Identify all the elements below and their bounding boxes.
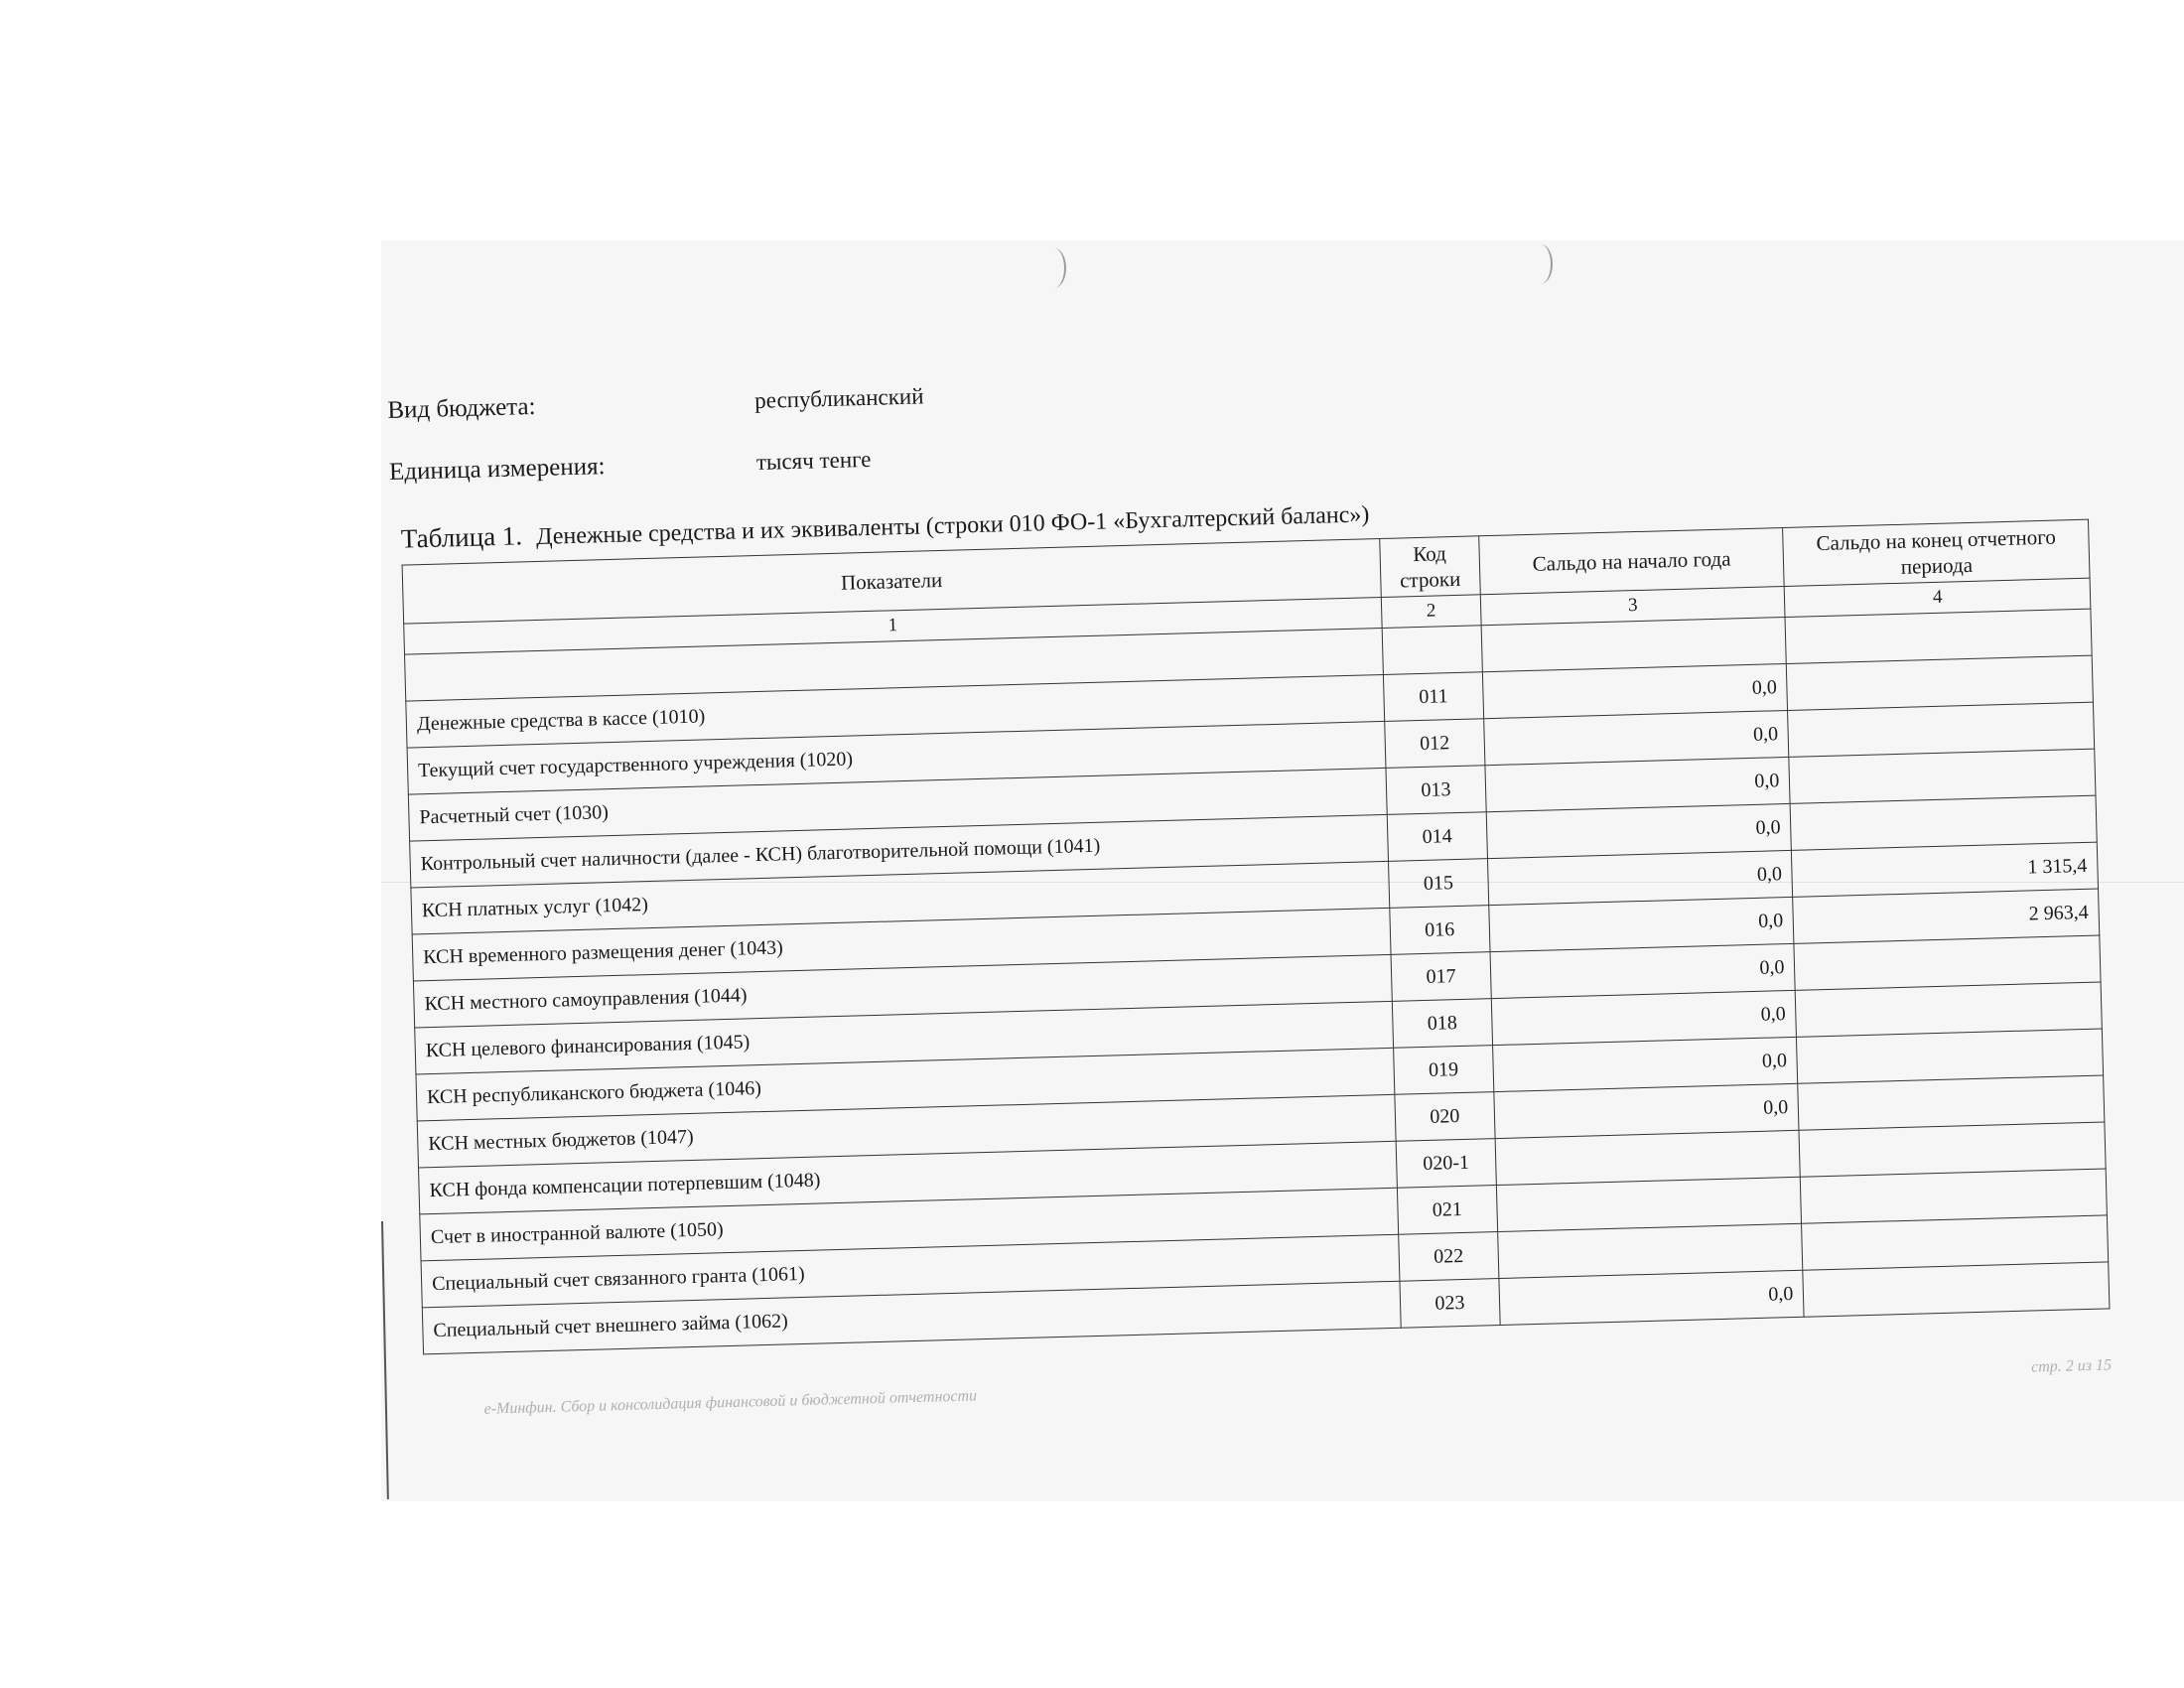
row-code: 012 [1384,719,1484,769]
row-closing-balance [1790,795,2097,850]
row-opening-balance: 0,0 [1499,1270,1805,1325]
row-opening-balance [1498,1223,1804,1278]
punch-hole-mark [1529,244,1553,284]
row-closing-balance [1788,702,2095,757]
row-code: 015 [1388,859,1488,909]
row-indicator-name: КСН республиканского бюджета (1046) [416,1048,1395,1121]
row-indicator-name: КСН местного самоуправления (1044) [413,954,1392,1028]
row-indicator-name: КСН платных услуг (1042) [411,861,1390,934]
row-indicator-name: Специальный счет внешнего займа (1062) [422,1281,1401,1354]
row-opening-balance: 0,0 [1491,990,1797,1045]
row-indicator-name: Счет в иностранной валюте (1050) [420,1188,1399,1261]
row-indicator-name: Контрольный счет наличности (далее - КСН) благотворительной помощи (1041) [410,814,1389,888]
footer-page-number: стр. 2 из 15 [2030,1356,2113,1376]
row-code [1382,626,1482,675]
column-header-row-code: Код строки [1380,536,1481,598]
row-opening-balance: 0,0 [1492,1037,1798,1091]
row-code: 013 [1386,766,1486,815]
row-closing-balance [1789,749,2096,803]
row-opening-balance: 0,0 [1494,1083,1800,1138]
column-header-indicators: Показатели [402,539,1381,625]
row-code: 014 [1387,812,1487,862]
budget-type-label: Вид бюджета: [387,392,536,424]
row-closing-balance [1798,1075,2105,1130]
row-code: 019 [1393,1046,1493,1095]
row-code: 023 [1400,1279,1500,1329]
row-code: 020 [1395,1092,1495,1142]
row-code: 022 [1398,1232,1498,1282]
row-indicator-name: КСН фонда компенсации потерпевшим (1048) [418,1141,1397,1214]
row-opening-balance: 0,0 [1482,663,1788,718]
column-header-closing-balance: Сальдо на конец отчетного периода [1783,519,2090,586]
row-opening-balance [1496,1177,1802,1231]
row-indicator-name: КСН местных бюджетов (1047) [417,1094,1396,1168]
row-opening-balance: 0,0 [1484,710,1790,765]
row-opening-balance [1495,1130,1801,1185]
row-opening-balance: 0,0 [1487,850,1793,905]
row-closing-balance [1797,1029,2104,1083]
document-body [387,351,2141,1421]
row-closing-balance [1801,1169,2108,1223]
row-opening-balance [1481,617,1787,671]
row-closing-balance: 1 315,4 [1792,842,2099,897]
table-caption-text: Денежные средства и их эквиваленты (строки 010 ФО-1 «Бухгалтерский баланс») [535,501,1370,550]
cash-equivalents-table [402,519,2111,1355]
row-code: 020-1 [1396,1139,1496,1189]
column-number: 2 [1381,595,1481,629]
row-opening-balance: 0,0 [1485,757,1791,811]
row-indicator-name: Денежные средства в кассе (1010) [406,674,1385,748]
table-caption-label: Таблица 1. [400,520,523,554]
row-opening-balance: 0,0 [1490,943,1796,998]
column-number: 4 [1785,578,2091,617]
row-opening-balance: 0,0 [1489,897,1795,951]
column-number: 3 [1480,586,1785,625]
row-code: 011 [1383,672,1483,722]
row-indicator-name: Специальный счет связанного гранта (1061) [421,1234,1400,1308]
row-indicator-name: КСН целевого финансирования (1045) [415,1001,1394,1074]
row-closing-balance [1785,609,2092,663]
row-closing-balance [1794,935,2101,990]
row-closing-balance [1787,655,2094,710]
row-code: 017 [1391,952,1491,1002]
row-closing-balance [1802,1215,2109,1270]
row-indicator-name: КСН временного размещения денег (1043) [412,908,1391,981]
row-closing-balance [1796,982,2103,1037]
footer-system-name: e-Минфин. Сбор и консолидация финансовой и бюджетной отчетности [483,1387,978,1418]
row-indicator-name: Текущий счет государственного учреждения (1020) [407,721,1386,794]
column-number: 1 [404,597,1382,654]
column-header-opening-balance: Сальдо на начало года [1479,528,1785,595]
row-closing-balance [1803,1262,2110,1317]
row-opening-balance: 0,0 [1486,803,1792,858]
punch-hole-mark [1042,248,1066,288]
row-indicator-name: Расчетный счет (1030) [408,768,1387,841]
unit-value: тысяч тенге [755,446,872,475]
unit-label: Единица измерения: [388,453,606,486]
row-closing-balance [1799,1122,2106,1177]
row-code: 016 [1390,906,1490,955]
row-closing-balance: 2 963,4 [1793,889,2100,943]
row-code: 021 [1397,1186,1497,1235]
budget-type-value: республиканский [753,383,924,413]
row-code: 018 [1392,999,1492,1049]
